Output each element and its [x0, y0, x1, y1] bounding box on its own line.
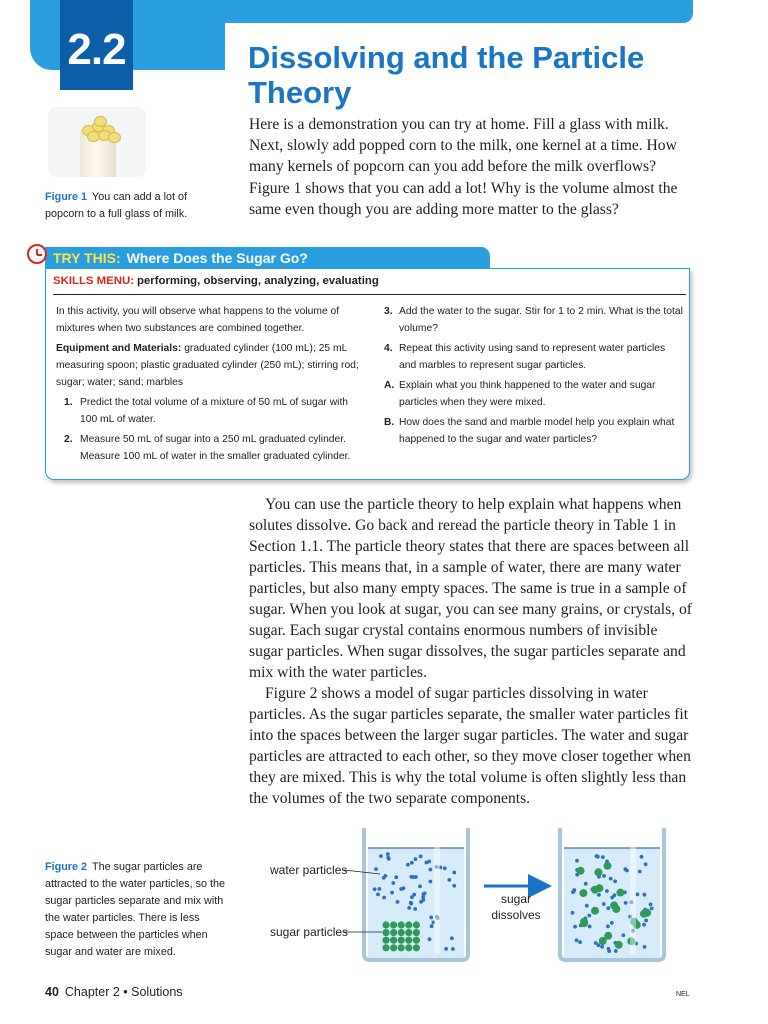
water-particle — [584, 882, 588, 886]
water-particle — [600, 945, 604, 949]
water-particle — [409, 901, 413, 905]
question-item — [384, 377, 684, 411]
water-particle — [406, 863, 410, 867]
water-particle — [429, 880, 433, 884]
figure-1-label: Figure 1 — [45, 191, 87, 203]
sugar-particle — [595, 884, 603, 892]
water-particle — [644, 862, 648, 866]
step-item — [384, 340, 684, 374]
sugar-particle — [413, 937, 420, 944]
try-this-title: Where Does the Sugar Go? — [126, 250, 308, 266]
step-item — [56, 431, 366, 465]
equipment-label: Equipment and Materials: — [56, 343, 182, 354]
sugar-particles-label: sugar particles — [270, 925, 349, 939]
sugar-particle — [382, 921, 389, 928]
equipment-text: graduated cylinder (100 mL); 25 mL measuring spoon; plastic graduated cylinder (250 mL); stirring rod; sugar; water; sand; marbles — [56, 343, 359, 388]
question-letter: B. — [384, 417, 395, 428]
water-particle — [418, 885, 422, 889]
water-particle — [391, 881, 395, 885]
figure-1-popcorn-glass-image — [48, 107, 146, 177]
sugar-particle — [405, 929, 412, 936]
water-particle — [386, 852, 390, 856]
popcorn-kernel — [94, 116, 107, 127]
sugar-particle — [398, 929, 405, 936]
publisher-mark: NEL — [676, 991, 690, 998]
section-number: 2.2 — [60, 0, 133, 90]
water-particles-label: water particles — [270, 863, 348, 877]
water-particle — [412, 893, 416, 897]
water-particle — [597, 893, 601, 897]
figure-2-diagram — [262, 822, 702, 962]
water-particle — [390, 891, 394, 895]
water-particle — [610, 896, 614, 900]
water-particle — [428, 937, 432, 941]
water-particle — [643, 945, 647, 949]
sugar-particle — [604, 932, 612, 940]
water-particle — [606, 906, 610, 910]
step-number: 4. — [384, 343, 393, 354]
step-number: 3. — [384, 306, 393, 317]
water-particle — [376, 893, 380, 897]
step-text: Repeat this activity using sand to represent water particles and marbles to represent sugar particles. — [399, 343, 666, 371]
water-particle — [373, 887, 377, 891]
try-this-left-column — [56, 303, 366, 468]
water-particle — [605, 889, 609, 893]
try-this-heading — [53, 250, 308, 267]
water-particle — [573, 925, 577, 929]
water-particle — [636, 893, 640, 897]
water-particle — [414, 857, 418, 861]
arrow-label-sugar: sugar — [500, 892, 532, 906]
water-particle — [571, 890, 575, 894]
water-particle — [578, 940, 582, 944]
sugar-particle — [390, 929, 397, 936]
activity-intro: In this activity, you will observe what happens to the volume of mixtures when two substances are combined together. — [56, 306, 340, 334]
water-particle — [609, 877, 613, 881]
beaker-after — [560, 828, 664, 960]
arrow-label-dissolves: dissolves — [491, 908, 541, 922]
sugar-particle — [610, 901, 618, 909]
water-particle — [575, 938, 579, 942]
step-number: 1. — [64, 397, 73, 408]
page-title: Dissolving and the Particle Theory — [248, 40, 645, 110]
water-particle — [606, 925, 610, 929]
skills-menu-list: performing, observing, analyzing, evaluating — [137, 275, 379, 287]
try-this-prefix: TRY THIS: — [53, 250, 121, 266]
water-particle — [410, 861, 414, 865]
water-particle — [443, 866, 447, 870]
sugar-particle — [604, 862, 612, 870]
water-particle — [378, 887, 382, 891]
water-particle — [642, 923, 646, 927]
water-particle — [425, 861, 429, 865]
water-particle — [419, 855, 423, 859]
skills-menu — [53, 274, 686, 295]
figure-1-caption — [45, 189, 210, 223]
water-particle — [610, 921, 614, 925]
sugar-particle — [405, 944, 412, 951]
sugar-particle — [390, 921, 397, 928]
water-particle — [444, 947, 448, 951]
sugar-particle — [591, 907, 599, 915]
sugar-particle — [382, 944, 389, 951]
stopwatch-icon — [27, 244, 47, 264]
page-number: 40 — [45, 985, 59, 999]
water-particle — [640, 855, 644, 859]
step-item — [56, 394, 366, 428]
sugar-particle — [579, 889, 587, 897]
water-particle — [622, 933, 626, 937]
water-particle — [429, 868, 433, 872]
water-particle — [452, 884, 456, 888]
figure-2-caption — [45, 859, 230, 961]
water-particle — [601, 855, 605, 859]
water-particle — [614, 949, 618, 953]
sugar-particle — [643, 909, 651, 917]
water-particle — [602, 902, 606, 906]
water-particle — [379, 854, 383, 858]
water-particle — [423, 892, 427, 896]
water-particle — [624, 901, 628, 905]
sugar-particle — [405, 921, 412, 928]
water-particle — [452, 871, 456, 875]
sugar-particle — [398, 944, 405, 951]
water-particle — [451, 947, 455, 951]
sugar-particle — [616, 889, 624, 897]
sugar-particle — [398, 937, 405, 944]
sugar-particle — [413, 921, 420, 928]
water-particle — [607, 949, 611, 953]
sugar-particle — [390, 937, 397, 944]
water-particle — [382, 896, 386, 900]
water-particle — [386, 856, 390, 860]
figure-2-label: Figure 2 — [45, 861, 87, 873]
question-text: Explain what you think happened to the water and sugar particles when they were mixed. — [399, 380, 656, 408]
sugar-particle — [382, 929, 389, 936]
step-item — [384, 303, 684, 337]
page-footer — [45, 984, 183, 1000]
sugar-particle — [580, 918, 588, 926]
water-particle — [413, 907, 417, 911]
beaker-before — [364, 828, 468, 960]
water-particle — [407, 906, 411, 910]
water-particle — [571, 911, 575, 915]
intro-paragraph: Here is a demonstration you can try at home. Fill a glass with milk. Next, slowly add popped corn to the milk, one kernel at a time. How many kernels of popcorn can you add before the milk overflows? Figure 1 shows that you can add a lot! Why is the volume almost the same even though you are adding more matter to the glass? — [249, 116, 678, 218]
water-particle — [447, 878, 451, 882]
glass-highlight — [434, 832, 440, 954]
water-particle — [575, 859, 579, 863]
water-particle — [613, 879, 617, 883]
body-text — [249, 494, 694, 809]
sugar-particle — [390, 944, 397, 951]
water-particle — [643, 893, 647, 897]
water-particle — [638, 870, 642, 874]
sugar-particle — [413, 929, 420, 936]
question-letter: A. — [384, 380, 395, 391]
step-text: Predict the total volume of a mixture of 50 mL of sugar with 100 mL of water. — [80, 397, 349, 425]
water-particle — [596, 855, 600, 859]
water-particle — [384, 874, 388, 878]
water-particle — [421, 898, 425, 902]
body-paragraph: Figure 2 shows a model of sugar particles dissolving in water particles. As the sugar particles separate, the smaller water particles fit into the spaces between the larger sugar particles. The water and sugar particles are attracted to each other, so they move closer together when they are mixed. This is why the total volume is often slightly less than the volumes of the two separate components. — [249, 685, 691, 807]
water-particle — [429, 916, 433, 920]
water-particle — [644, 919, 648, 923]
sugar-particle — [405, 937, 412, 944]
try-this-right-column — [384, 303, 684, 451]
step-text: Add the water to the sugar. Stir for 1 to 2 min. What is the total volume? — [399, 306, 683, 334]
step-number: 2. — [64, 434, 73, 445]
equipment-list — [56, 340, 366, 391]
figure-2-caption-text: The sugar particles are attracted to the water particles, so the sugar particles separate and mix with the water particles. There is less space between the particles when sugar and water are mixed. — [45, 861, 226, 958]
sugar-particle — [382, 937, 389, 944]
water-particle — [587, 914, 591, 918]
step-text: Measure 50 mL of sugar into a 250 mL graduated cylinder. Measure 100 mL of water in the smaller graduated cylinder. — [80, 434, 351, 462]
figure-1-caption-text: You can add a lot of popcorn to a full glass of milk. — [45, 191, 188, 220]
chapter-label: Chapter 2 • Solutions — [64, 985, 183, 999]
sugar-particle — [594, 868, 602, 876]
sugar-particle — [577, 867, 585, 875]
water-particle — [650, 907, 654, 911]
water-particle — [396, 900, 400, 904]
water-particle — [399, 887, 403, 891]
popcorn-kernel — [108, 132, 121, 143]
glass-highlight — [630, 832, 636, 954]
water-particle — [602, 874, 606, 878]
water-particle — [588, 925, 592, 929]
water-particle — [394, 875, 398, 879]
water-particle — [374, 867, 378, 871]
sugar-particle — [398, 921, 405, 928]
water-particle — [649, 903, 653, 907]
skills-menu-label: SKILLS MENU: — [53, 275, 134, 287]
water-particle — [625, 869, 629, 873]
question-item — [384, 414, 684, 448]
water-particle — [412, 875, 416, 879]
sugar-particle — [413, 944, 420, 951]
question-text: How does the sand and marble model help you explain what happened to the sugar and water particles? — [399, 417, 675, 445]
water-particle — [450, 936, 454, 940]
water-particle — [585, 904, 589, 908]
body-paragraph: You can use the particle theory to help explain what happens when solutes dissolve. Go back and reread the particle theory in Table 1 in Section 1.1. The particle theory states that there are spaces between all particles. This means that, in a sample of water, there are many water particles, but also many empty spaces. The same is true in a sample of sugar. When you look at sugar, you can see many grains, or crystals, of sugar. Each sugar crystal contains enormous numbers of invisible sugar particles. When sugar dissolves, the sugar particles separate and mix with the water particles. — [249, 496, 692, 681]
sugar-particle — [615, 941, 623, 949]
water-particle — [430, 924, 434, 928]
water-particle — [594, 941, 598, 945]
